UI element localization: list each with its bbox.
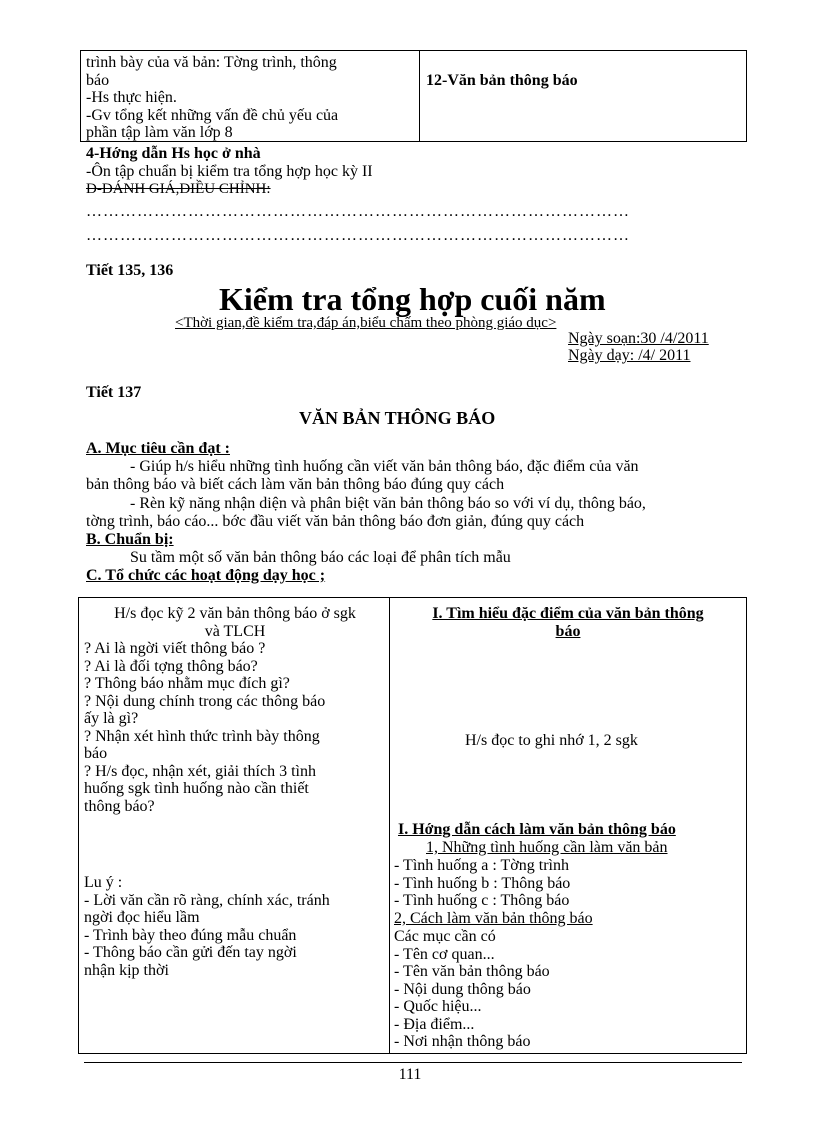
left-column (84, 605, 386, 815)
footer-rule (84, 1062, 742, 1063)
left-note (84, 874, 330, 979)
right-subheading-2: 2, Cách làm văn bản thông báo (394, 910, 593, 927)
goal-text: - Rèn kỹ năng nhận diện và phân biệt văn bản thông báo so với ví dụ, thông báo, (130, 495, 646, 512)
item-line: - Quốc hiệu... (394, 998, 482, 1015)
question-line: ? Nội dung chính trong các thông báo (84, 692, 326, 710)
date-prepared: Ngày soạn:30 /4/2011 (568, 330, 709, 347)
question-line: ? Ai là ngời viết thông báo ? (84, 640, 266, 657)
question-line: ? Nhận xét hình thức trình bày thông (84, 727, 320, 745)
question-line: ? Ai là đối tợng thông báo? (84, 657, 258, 675)
top-left-line: phần tập làm văn lớp 8 (86, 124, 233, 141)
note-line: - Lời văn cần rõ ràng, chính xác, tránh (84, 891, 330, 909)
note-line: - Trình bày theo đúng mẫu chuẩn (84, 926, 297, 944)
case-line: - Tình huống a : Tờng trình (394, 857, 569, 874)
right-items (394, 928, 550, 1051)
top-right-cell-text: 12-Văn bản thông báo (426, 72, 578, 89)
right-heading-line: báo (555, 622, 581, 640)
lesson-title: VĂN BẢN THÔNG BÁO (299, 408, 496, 428)
left-intro-line: và TLCH (204, 622, 266, 640)
goal-text: tờng trình, báo cáo... bớc đầu viết văn bản thông báo đơn giản, đúng quy cách (86, 513, 585, 530)
exam-title: Kiểm tra tổng hợp cuối năm (219, 281, 606, 317)
right-heading-1 (394, 605, 742, 640)
left-intro-line: H/s đọc kỹ 2 văn bản thông báo ở sgk (114, 605, 356, 622)
goal-text: - Giúp h/s hiểu những tình huống cần viết văn bản thông báo, đặc điểm của văn (130, 458, 639, 475)
item-line: Các mục cần có (394, 928, 496, 945)
homework-item: -Ôn tập chuẩn bị kiểm tra tổng hợp học kỳ II (86, 163, 373, 180)
page-number: 111 (398, 1066, 422, 1083)
item-line: - Tên cơ quan... (394, 945, 495, 963)
goal-text: bản thông báo và biết cách làm văn bản thông báo đúng quy cách (86, 476, 505, 493)
homework-heading: 4-Hớng dẫn Hs học ở nhà (86, 145, 261, 162)
question-line: ấy là gì? (84, 710, 139, 727)
top-left-line: báo (86, 71, 110, 89)
note-line: ngời đọc hiểu lầm (84, 909, 200, 926)
review-heading: Đ-ĐÁNH GIÁ,ĐIỀU CHỈNH: (86, 181, 271, 197)
item-line: - Nơi nhận thông báo (394, 1033, 531, 1050)
right-subheading-1: 1, Những tình huống cần làm văn bản (426, 839, 668, 856)
question-line: ? Thông báo nhằm mục đích gì? (84, 675, 290, 692)
dotted-line: …………………………………………………………………………………… (86, 203, 630, 220)
section-a-heading: A. Mục tiêu cần đạt : (86, 440, 230, 457)
question-line: thông báo? (84, 797, 155, 815)
right-heading-2: I. Hớng dẫn cách làm văn bản thông báo (398, 821, 676, 838)
prep-text: Su tầm một số văn bản thông báo các loại để phân tích mẫu (130, 549, 511, 566)
activity-table-divider (389, 597, 390, 1054)
question-line: báo (84, 745, 108, 762)
case-line: - Tình huống c : Thông báo (394, 892, 570, 909)
top-left-line: -Hs thực hiện. (86, 89, 177, 106)
top-left-line: trình bày của vă bản: Tờng trình, thông (86, 54, 337, 71)
question-line: ? H/s đọc, nhận xét, giải thích 3 tình (84, 762, 316, 780)
dotted-line: …………………………………………………………………………………… (86, 227, 630, 244)
note-line: - Thông báo cần gửi đến tay ngời (84, 944, 297, 961)
section-c-heading: C. Tổ chức các hoạt động dạy học ; (86, 567, 326, 584)
item-line: - Tên văn bản thông báo (394, 963, 550, 980)
item-line: - Địa điểm... (394, 1015, 475, 1033)
case-line: - Tình huống b : Thông báo (394, 874, 571, 892)
item-line: - Nội dung thông báo (394, 980, 531, 998)
top-table-left-cell (86, 54, 338, 142)
section-b-heading: B. Chuẩn bị: (86, 531, 174, 548)
top-left-line: -Gv tổng kết những vấn đề chủ yếu của (86, 106, 339, 124)
lesson-label: Tiết 135, 136 (86, 262, 174, 279)
top-table-divider (419, 50, 420, 142)
note-line: nhận kịp thời (84, 961, 169, 979)
right-read-note: H/s đọc to ghi nhớ 1, 2 sgk (465, 732, 638, 749)
lesson-label: Tiết 137 (86, 384, 142, 401)
question-line: huống sgk tình huống nào cần thiết (84, 780, 309, 797)
right-cases (394, 857, 570, 910)
note-line: Lu ý : (84, 874, 123, 891)
date-taught: Ngày dạy: /4/ 2011 (568, 347, 691, 364)
right-heading-line: I. Tìm hiểu đặc điểm của văn bản thông (432, 605, 704, 622)
exam-subtitle: <Thời gian,đề kiểm tra,đáp án,biểu chấm theo phòng giáo dục> (175, 315, 557, 331)
